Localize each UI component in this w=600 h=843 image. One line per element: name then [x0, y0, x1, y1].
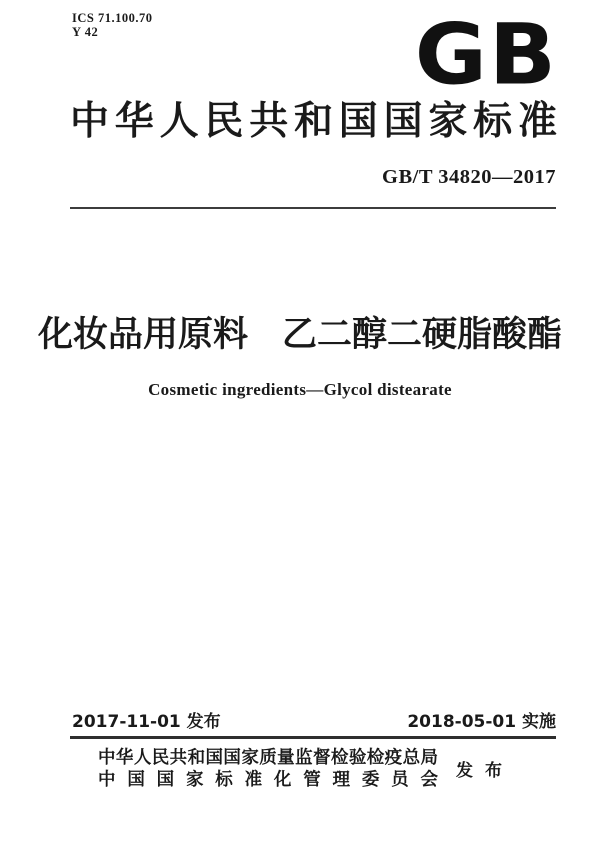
- document-title-chinese-part2: 乙二醇二硬脂酸酯: [282, 315, 563, 355]
- standard-number: GB/T 34820—2017: [382, 166, 556, 188]
- document-title-chinese-part1: 化妆品用原料: [37, 315, 248, 355]
- national-standard-heading: 中华人民共和国国家标准: [70, 100, 557, 143]
- publisher-names: [98, 747, 438, 790]
- ics-classification: [72, 12, 152, 39]
- dates-row: [72, 711, 556, 733]
- publisher-name-sac: 中国国家标准化管理委员会: [98, 768, 438, 789]
- implementation-date: 2018-05-01 实施: [407, 712, 556, 732]
- gb-logo: GB: [414, 5, 558, 104]
- document-title: [0, 315, 600, 355]
- footer-divider: [70, 736, 556, 739]
- document-title-english: Cosmetic ingredients—Glycol distearate: [148, 380, 452, 399]
- header-divider: [70, 207, 556, 209]
- ics-code: ICS 71.100.70: [72, 11, 153, 25]
- issue-date: 2017-11-01 发布: [72, 712, 221, 732]
- publish-label: 发布: [456, 761, 514, 780]
- publisher-name-aqsiq: 中华人民共和国国家质量监督检验检疫总局: [98, 747, 438, 767]
- ics-category-code: Y 42: [72, 24, 99, 39]
- publisher-block: [0, 747, 600, 790]
